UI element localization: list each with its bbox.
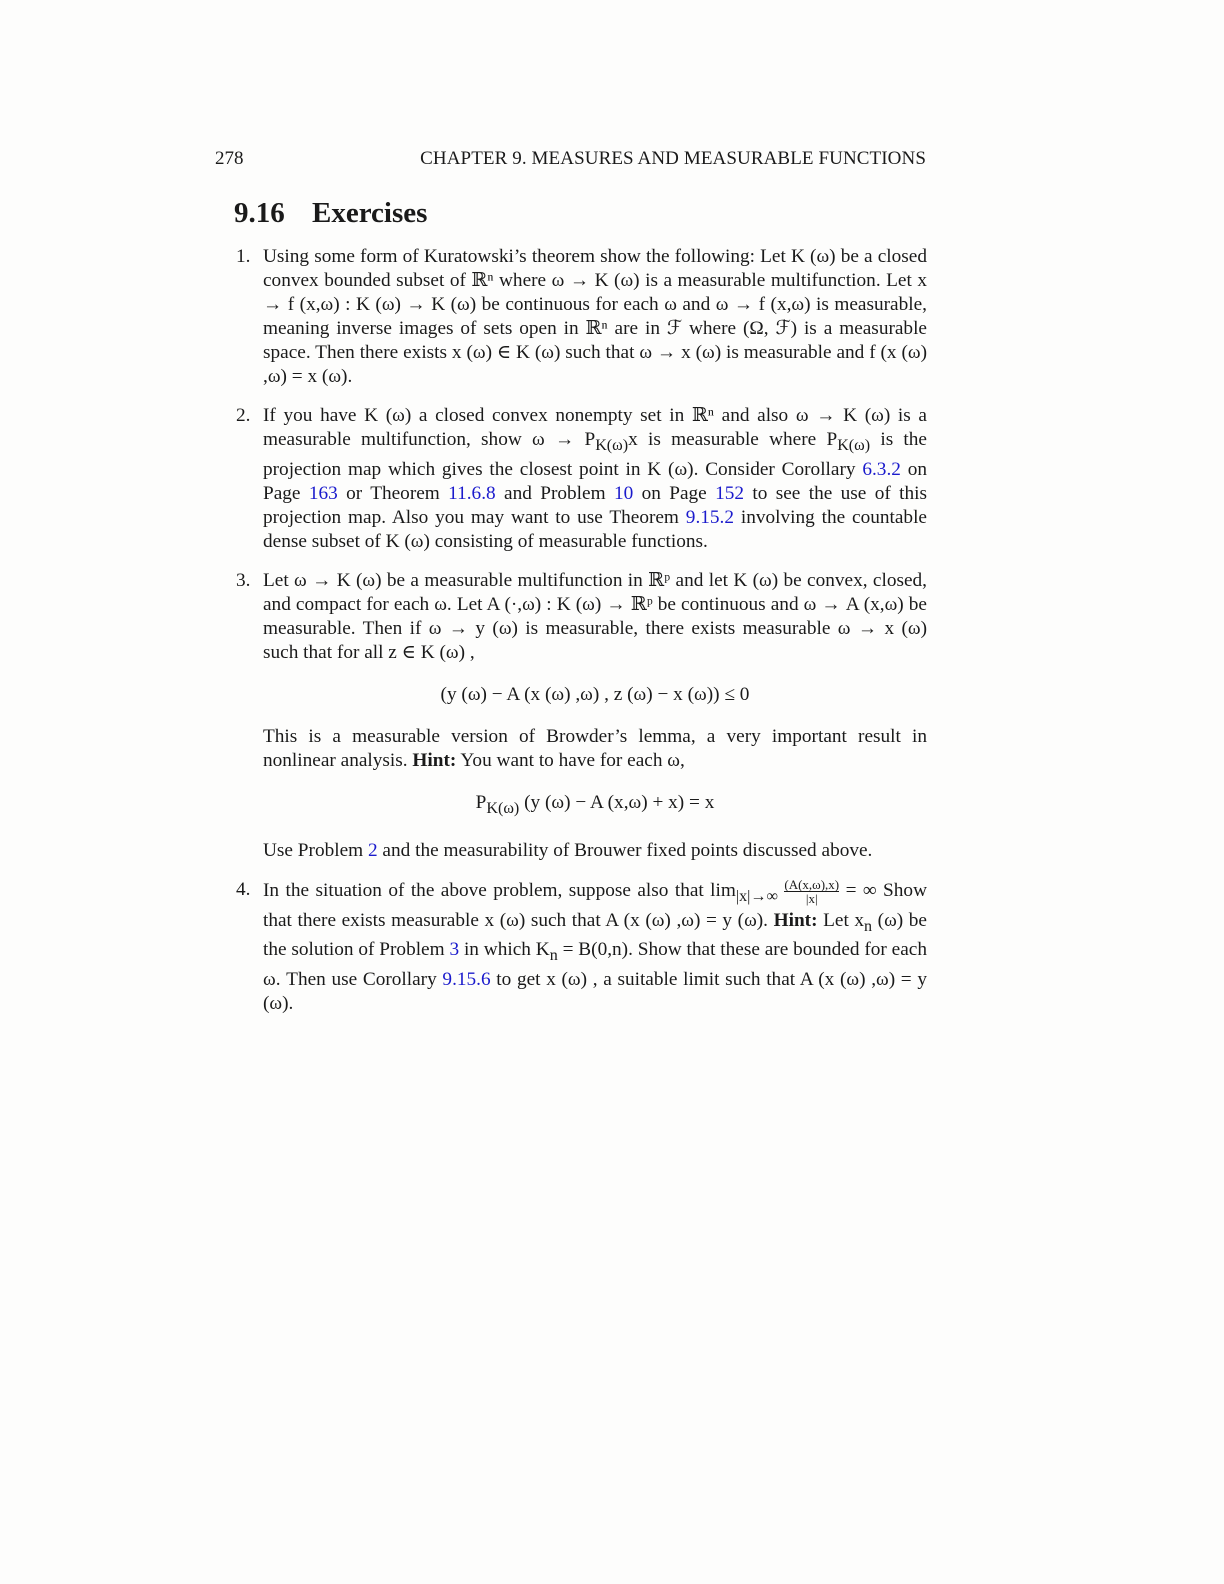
hint-label: Hint:: [773, 909, 818, 931]
link-corollary-6-3-2[interactable]: 6.3.2: [862, 458, 901, 480]
section-title: Exercises: [312, 197, 428, 229]
text-run: to see the use of this projection map. Also you may want to use Theorem: [263, 482, 927, 528]
text-run: on Page: [263, 458, 927, 504]
text-run: Use Problem: [263, 839, 368, 861]
subscript: K(ω): [837, 436, 871, 454]
link-theorem-11-6-8[interactable]: 11.6.8: [448, 482, 496, 504]
text-run: involving the countable dense subset of K (ω) consisting of measurable functions.: [263, 506, 927, 552]
text-run: In the situation of the above problem, suppose also that lim: [263, 879, 736, 901]
fraction-numerator: (A(x,ω),x): [784, 876, 840, 892]
exercise-text: [263, 878, 927, 1017]
display-equation-2: [263, 791, 927, 821]
exercise-intro: Let ω → K (ω) be a measurable multifunction in ℝᵖ and let K (ω) be convex, closed, and compact for each ω. Let A (·,ω) : K (ω) → ℝᵖ be continuous and ω → A (x,ω) be measurable. Then if ω → y (ω) is measurable, there exists measurable ω → x (ω) such that for all z ∈ K (ω) ,: [263, 569, 927, 663]
link-problem-3[interactable]: 3: [449, 939, 460, 961]
section-heading: [234, 197, 427, 230]
text-run: P: [475, 791, 487, 813]
exercise-end: [263, 839, 927, 863]
subscript: n: [864, 917, 873, 935]
subscript: n: [549, 947, 558, 965]
exercise-list: [236, 245, 927, 1031]
exercise-number: 3.: [236, 569, 251, 591]
link-page-163[interactable]: 163: [308, 482, 338, 504]
exercise-text: [263, 404, 927, 554]
subscript: K(ω): [486, 799, 520, 817]
page-number: 278: [215, 148, 244, 169]
exercise-3: [236, 569, 927, 863]
text-run: This is a measurable version of Browder’s lemma, a very important result in nonlinear analysis.: [263, 725, 927, 771]
exercise-text: Using some form of Kuratowski’s theorem show the following: Let K (ω) be a closed convex bounded subset of ℝⁿ where ω → K (ω) is a measurable multifunction. Let x → f (x,ω) : K (ω) → K (ω) be continuous for each ω and ω → f (x,ω) is measurable, meaning inverse images of sets open in ℝⁿ are in ℱ where (Ω, ℱ) is a measurable space. Then there exists x (ω) ∈ K (ω) such that ω → x (ω) is measurable and f (x (ω) ,ω) = x (ω).: [263, 246, 927, 387]
text-run: and Problem: [495, 482, 614, 504]
exercise-number: 4.: [236, 878, 251, 900]
exercise-2: [236, 404, 927, 554]
text-run: to get x (ω) , a suitable limit such that A (x (ω) ,ω) = y (ω).: [263, 969, 927, 1015]
hint-label: Hint:: [412, 749, 457, 771]
fraction: [784, 878, 839, 905]
exercise-middle: [263, 725, 927, 773]
link-corollary-9-15-6[interactable]: 9.15.6: [442, 969, 491, 991]
running-head: [215, 148, 926, 172]
link-problem-10[interactable]: 10: [613, 482, 634, 504]
text-run: is the projection map which gives the closest point in K (ω). Consider Corollary: [263, 429, 927, 480]
text-run: or Theorem: [337, 482, 449, 504]
exercise-number: 2.: [236, 405, 251, 426]
text-run: (ω) be the solution of Problem: [263, 909, 927, 961]
text-run: in which K: [459, 939, 550, 961]
text-run: Let x: [817, 909, 865, 931]
text-run: If you have K (ω) a closed convex nonempty set in ℝⁿ and also ω → K (ω) is a measurable multifunction, show ω → P: [263, 405, 927, 450]
link-problem-2[interactable]: 2: [367, 839, 378, 861]
exercise-4: [236, 878, 927, 1017]
link-page-152[interactable]: 152: [715, 482, 745, 504]
text-run: (y (ω) − A (x,ω) + x) = x: [519, 791, 715, 813]
display-equation-1: (y (ω) − A (x (ω) ,ω) , z (ω) − x (ω)) ≤ 0: [440, 683, 750, 705]
subscript: |x|→∞: [735, 887, 778, 905]
text-run: x is measurable where P: [628, 429, 838, 450]
text-run: = ∞ Show that there exists measurable x (ω) such that A (x (ω) ,ω) = y (ω).: [263, 879, 927, 931]
exercise-1: [236, 245, 927, 389]
text-run: and the measurability of Brouwer fixed points discussed above.: [377, 839, 873, 861]
text-run: on Page: [633, 482, 716, 504]
chapter-title: CHAPTER 9. MEASURES AND MEASURABLE FUNCTIONS: [420, 148, 926, 169]
link-theorem-9-15-2[interactable]: 9.15.2: [685, 506, 734, 528]
text-run: = B(0,n). Show that these are bounded for each ω. Then use Corollary: [263, 939, 928, 991]
section-number: 9.16: [234, 197, 285, 229]
text-run: You want to have for each ω,: [456, 749, 685, 771]
subscript: K(ω): [595, 436, 629, 454]
fraction-denominator: |x|: [805, 890, 818, 906]
exercise-number: 1.: [236, 246, 251, 267]
